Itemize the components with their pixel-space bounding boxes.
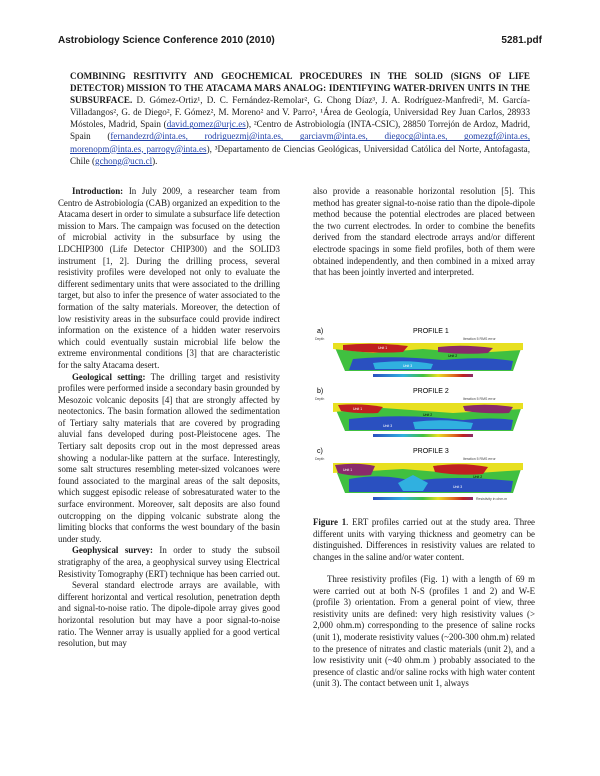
right-column-top <box>313 186 535 279</box>
geological-heading: Geological setting: <box>72 371 146 382</box>
arrays-paragraph: Several standard electrode arrays are available, with different horizontal and vertical resolution, penetration depth and signal-to-noise ratio. The dipole-dipole array gives good horizontal resolution but may have a poor signal-to-noise ratio. The Wenner array is usually applied for a good vertical resolution, but may <box>58 580 280 649</box>
caption-text: . ERT profiles carried out at the study area. Three different units with varying thickness and geometry can be distinguished. Differences in resistivity values are related to changes in the saline and/or water content. <box>313 517 535 562</box>
unit-label: Unit 2 <box>448 354 458 358</box>
conference-name: Astrobiology Science Conference 2010 (2010) <box>58 35 275 46</box>
profile-title: PROFILE 2 <box>413 388 449 395</box>
panel-letter: b) <box>317 388 324 395</box>
affiliation-3: ), ³Departamento de Ciencias Geológicas, Universidad Católica del Norte, Antofagasta, Chile ( <box>70 143 530 166</box>
profile-2-panel <box>315 388 523 437</box>
profile-3-panel <box>315 448 523 501</box>
continuation-paragraph: also provide a reasonable horizontal resolution [5]. This method has greater signal-to-noise ratio than the dipole-dipole method because the potential electrodes are placed between the two current electrodes. In order to combine the benefits derived from the standard electrode arrays and/or different electrode spacings in some field profiles, both of them were obtained independently, and then combined in a mixed array that has been jointly inverted and interpreted. <box>313 186 535 278</box>
ert-profiles-figure <box>313 323 535 510</box>
profile-1-panel <box>315 328 523 377</box>
panel-letter: c) <box>317 448 323 455</box>
profile-title: PROFILE 3 <box>413 448 449 455</box>
left-column <box>58 186 280 650</box>
resistivity-color-scale <box>373 374 473 377</box>
unit-label: Unit 1 <box>353 407 363 411</box>
affiliation-2: ), ²Centro de Astrobiología (INTA-CSIC), 28850 Torrejón de Ardoz, Madrid, Spain ( <box>70 119 530 142</box>
profile-title: PROFILE 1 <box>413 328 449 335</box>
unit-label: Unit 2 <box>423 413 433 417</box>
intro-paragraph <box>58 186 280 372</box>
resistivity-color-scale <box>373 497 473 500</box>
profiles-paragraph: Three resistivity profiles (Fig. 1) with a length of 69 m were carried out at both N-S (profiles 1 and 2) and W-E (profile 3) orientation. From a general point of view, three resistivity units are defined: very high resistivity values (> 2,000 ohm.m) corresponding to the presence of saline rocks (unit 1), moderate resistivity values (~200-300 ohm.m) related to the presence of nitrates and clastic materials (unit 2), and a low resistivity unit (~40 ohm.m ) probably associated to the presence of clastic and/or saline rocks with high water content (unit 3). The contact between unit 1, always <box>313 574 535 689</box>
email-link-3[interactable]: gchong@ucn.cl <box>95 155 153 166</box>
right-column-bottom <box>313 574 535 690</box>
email-links-2[interactable]: fernandezrd@inta.es, rodriguezmj@inta.es, garciavm@inta.es, diegocg@inta.es, gomezgf@inta.es, morenopm@inta.es, parrogv@inta.es <box>70 131 530 154</box>
depth-axis-label: Depth <box>315 457 325 461</box>
figure-caption <box>313 517 535 563</box>
unit-label: Unit 3 <box>383 424 393 428</box>
intro-heading: Introduction: <box>72 186 124 196</box>
geophysical-paragraph <box>58 545 280 580</box>
unit-label: Unit 2 <box>473 475 483 479</box>
caption-label: Figure 1 <box>313 517 347 527</box>
unit-label: Unit 3 <box>403 364 413 368</box>
geophysical-heading: Geophysical survey: <box>72 545 153 556</box>
geological-paragraph <box>58 372 280 546</box>
intro-text: In July 2009, a researcher team from Centro de Astrobiología (CAB) organized an expedition to the Atacama desert in order to simulate a subsurface life detection mission to Mars. The campaign was focused on the detection of microbial activity in the subsurface by using the LDCHIP300 (Life Detector CHIP300) and the SOLID3 instrument [1, 2]. During the drilling process, several resistivity profiles were developed not only to evaluate the different sedimentary units that were associated to the drilling target, but also to infer the presence of water associated to the formation of the salty materials. Moreover, the detection of low resistivity areas in the subsurface could provide indirect information on the existence of a hidden water reservoirs which could eventually sustain microbial life below the extreme environmental conditions [3] that are characteristic for the salty Atacama desert. <box>58 186 280 370</box>
legend-label: Resistivity in ohm.m <box>476 497 508 501</box>
figure-1 <box>313 323 535 510</box>
email-link-1[interactable]: david.gomez@urjc.es <box>166 119 246 130</box>
geophysical-text: In order to study the subsoil stratigraphy of the area, a geophysical survey using Electrical Resistivity Tomography (ERT) technique has been carried out. <box>58 545 280 579</box>
geological-text: The drilling target and resistivity profiles were performed inside a secondary basin grounded by Mesozoic volcanic deposits [4] that are strongly affected by neotectonics. The basin formation allowed the sedimentation of Tertiary salty materials that are covered by prograding aluvial fans developed during post-Pleistocene ages. The Tertiary salt deposits crop out in the most depressed areas showing a nodular-like pattern at the surface. Interestingly, some salt structures resembling meter-sized volcanoes were found associated to the marginal areas of the salt deposits, which suggest episodic release of sobresaturated water to the surface environment. Moreover, salt deposits are also found outcropping on the dipping volcanic substrate along the limiting blocks that conforms the west boundary of the basin under study. <box>58 371 280 544</box>
paper-title: COMBINING RESITIVITY AND GEOCHEMICAL PROCEDURES IN THE SOLID (SIGNS OF LIFE DETECTOR) MISSION TO THE ATACAMA MARS ANALOG: IDENTIFYING WATER-DRIVEN UNITS IN THE SUBSURFACE. <box>70 71 530 106</box>
authors-affiliation-1: D. Gómez-Ortiz¹, D. C. Fernández-Remolar², G. Chong Díaz³, J. A. Rodríguez-Manfredi², M. García-Villadangos², G. de Diego², F. Gómez², M. Moreno² and V. Parro², ¹Área de Geología, Universidad Rey Juan Carlos, 28933 Móstoles, Madrid, Spain ( <box>70 95 530 130</box>
rms-error-label: Iteration 5 RMS error <box>463 337 496 341</box>
affiliation-end: ). <box>152 155 158 166</box>
unit-label: Unit 3 <box>453 485 463 489</box>
rms-error-label: Iteration 5 RMS error <box>463 397 496 401</box>
resistivity-color-scale <box>373 434 473 437</box>
page-header <box>58 35 542 49</box>
rms-error-label: Iteration 5 RMS error <box>463 457 496 461</box>
unit-label: Unit 1 <box>343 468 353 472</box>
unit-label: Unit 1 <box>378 346 388 350</box>
paper-id: 5281.pdf <box>501 35 542 46</box>
panel-letter: a) <box>317 328 324 335</box>
depth-axis-label: Depth <box>315 337 325 341</box>
title-author-block <box>70 70 530 167</box>
depth-axis-label: Depth <box>315 397 325 401</box>
